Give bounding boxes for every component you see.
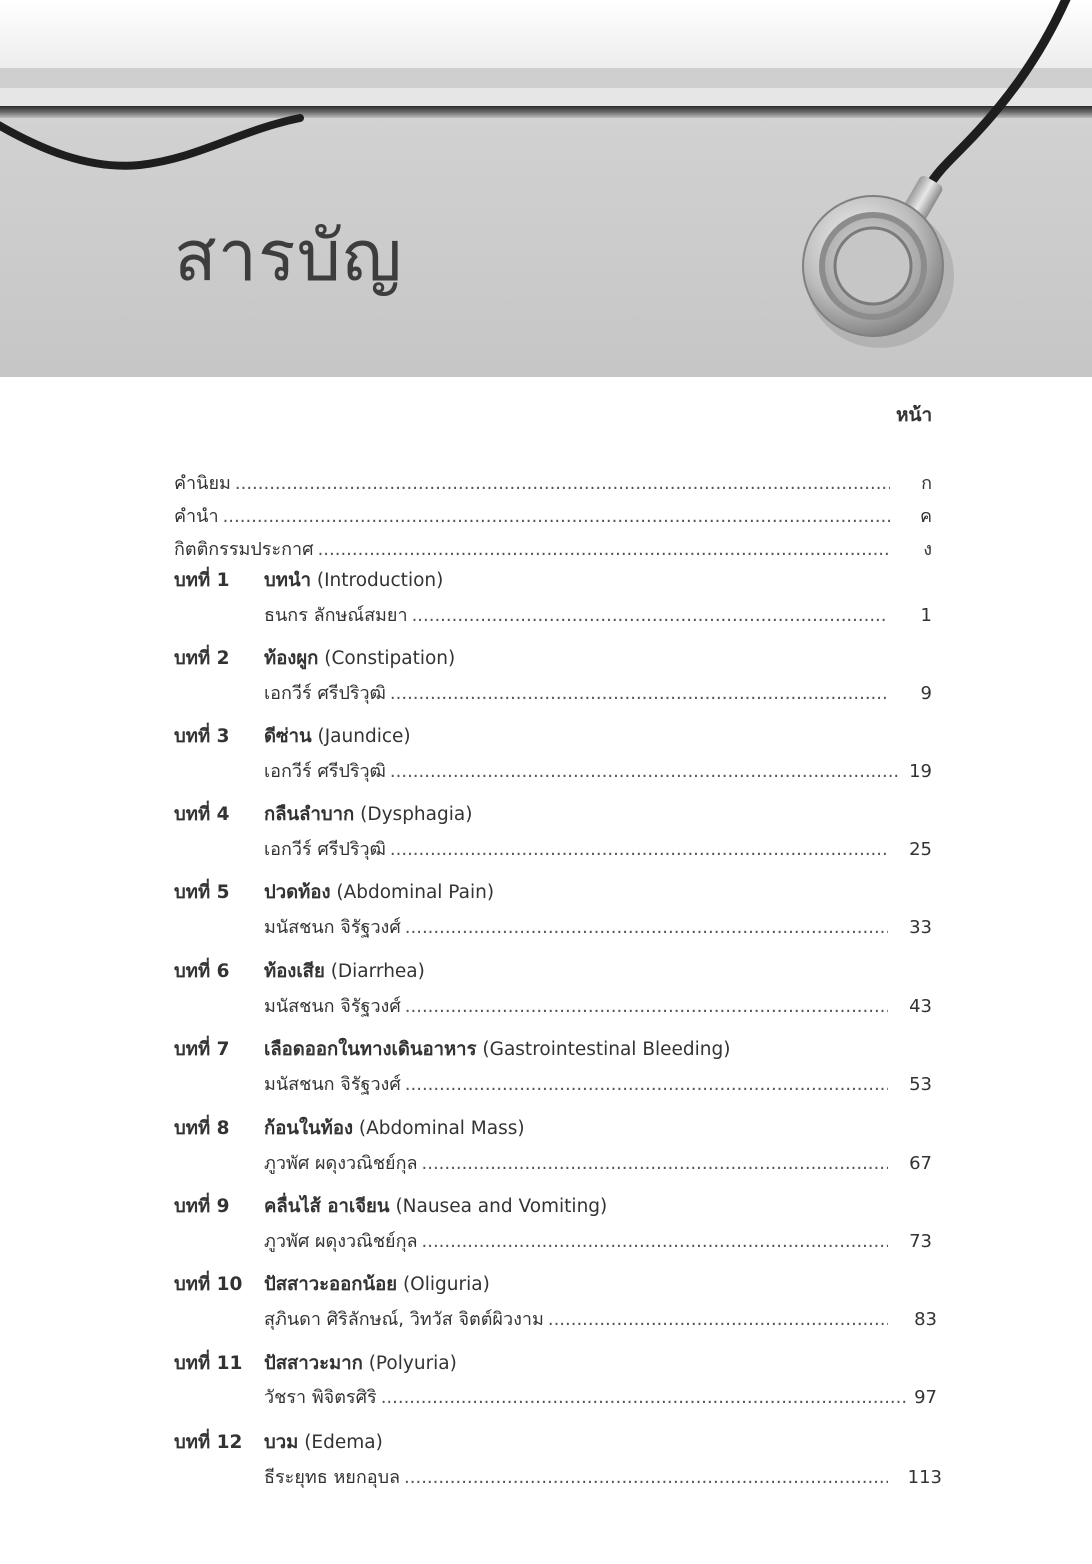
chapter-heading[interactable] (174, 644, 455, 673)
chapter-author-row[interactable] (264, 1069, 932, 1098)
chapter-number: บทที่ 12 (174, 1432, 243, 1453)
leader-dots (390, 761, 898, 782)
chapter-heading[interactable] (174, 566, 443, 595)
page-title: สารบัญ (174, 215, 403, 297)
chapter-author: มนัสชนก จิรัฐวงศ์ (264, 917, 401, 938)
chapter-page: 25 (909, 839, 932, 860)
chapter-number: บทที่ 2 (174, 648, 230, 669)
chapter-author: สุภินดา ศิริลักษณ์, วิทวัส จิตต์ผิวงาม (264, 1309, 544, 1330)
chapter-page: 43 (909, 996, 932, 1017)
chapter-author: เอกวีร์ ศรีปริวุฒิ (264, 761, 386, 782)
chapter-title-en: (Dysphagia) (360, 804, 473, 825)
chapter-heading[interactable] (174, 878, 494, 907)
chapter-author: ธีระยุทธ หยกอุบล (264, 1467, 401, 1488)
chapter-title-th: กลืนลำบาก (264, 804, 355, 825)
chapter-author-row[interactable] (264, 1226, 932, 1255)
chapter-number: บทที่ 10 (174, 1274, 243, 1295)
leader-dots (422, 1231, 888, 1252)
chapter-author: เอกวีร์ ศรีปริวุฒิ (264, 683, 386, 704)
toc-entry-label: กิตติกรรมประกาศ (174, 539, 314, 560)
chapter-author-row[interactable] (264, 991, 932, 1020)
chapter-heading[interactable] (174, 957, 425, 986)
chapter-title-en: (Edema) (304, 1432, 383, 1453)
leader-dots (318, 539, 890, 560)
leader-dots (390, 839, 888, 860)
chapter-title-en: (Oliguria) (402, 1274, 490, 1295)
chapter-title-th: ปัสสาวะออกน้อย (264, 1274, 398, 1295)
header-banner (0, 0, 1092, 377)
chapter-title-th: บทนำ (264, 570, 311, 591)
chapter-title-en: (Nausea and Vomiting) (395, 1196, 608, 1217)
chapter-heading[interactable] (174, 1428, 383, 1457)
chapter-author: ภูวพัศ ผดุงวณิชย์กุล (264, 1231, 418, 1252)
chapter-author: ธนกร ลักษณ์สมยา (264, 605, 408, 626)
chapter-heading[interactable] (174, 1114, 525, 1143)
stethoscope-illustration (0, 0, 1092, 377)
leader-dots (390, 683, 888, 704)
chapter-author-row[interactable] (264, 600, 932, 629)
chapter-title-en: (Jaundice) (317, 726, 411, 747)
chapter-number: บทที่ 6 (174, 961, 230, 982)
chapter-author: มนัสชนก จิรัฐวงศ์ (264, 1074, 401, 1095)
chapter-author-row[interactable] (264, 1462, 942, 1491)
chapter-title-en: (Abdominal Mass) (358, 1118, 525, 1139)
page-column-heading: หน้า (896, 404, 933, 426)
chapter-heading[interactable] (174, 1035, 731, 1064)
leader-dots (405, 996, 888, 1017)
leader-dots (412, 605, 888, 626)
chapter-title-th: ปัสสาวะมาก (264, 1353, 363, 1374)
chapter-page: 83 (914, 1309, 937, 1330)
chapter-page: 113 (907, 1467, 942, 1488)
chapter-page: 19 (909, 761, 932, 782)
chapter-title-en: (Introduction) (316, 570, 444, 591)
leader-dots (404, 1467, 888, 1488)
toc-entry-label: คำนำ (174, 506, 219, 527)
chapter-author: มนัสชนก จิรัฐวงศ์ (264, 996, 401, 1017)
leader-dots (223, 506, 890, 527)
chapter-author: เอกวีร์ ศรีปริวุฒิ (264, 839, 386, 860)
chapter-author-row[interactable] (264, 834, 932, 863)
leader-dots (381, 1387, 907, 1408)
chapter-heading[interactable] (174, 722, 411, 751)
chapter-number: บทที่ 8 (174, 1118, 230, 1139)
chapter-author-row[interactable] (264, 678, 932, 707)
leader-dots (405, 917, 888, 938)
chapter-page: 33 (909, 917, 932, 938)
toc-entry-preface[interactable] (174, 501, 932, 530)
chapter-author-row[interactable] (264, 1382, 937, 1411)
chapter-number: บทที่ 7 (174, 1039, 230, 1060)
chapter-number: บทที่ 4 (174, 804, 230, 825)
chapter-heading[interactable] (174, 1270, 490, 1299)
chapter-page: 53 (909, 1074, 932, 1095)
chapter-title-th: คลื่นไส้ อาเจียน (264, 1196, 390, 1217)
chapter-author: ภูวพัศ ผดุงวณิชย์กุล (264, 1153, 418, 1174)
chapter-author-row[interactable] (264, 1304, 937, 1333)
toc-entry-page: ก (921, 473, 932, 494)
chapter-author-row[interactable] (264, 756, 932, 785)
leader-dots (548, 1309, 888, 1330)
chapter-author: วัชรา พิจิตรศิริ (264, 1387, 377, 1408)
toc-entry-foreword[interactable] (174, 468, 932, 497)
chapter-heading[interactable] (174, 1192, 607, 1221)
chapter-page: 9 (920, 683, 932, 704)
toc-entry-label: คำนิยม (174, 473, 231, 494)
chapter-page: 97 (914, 1387, 937, 1408)
chapter-number: บทที่ 9 (174, 1196, 230, 1217)
chapter-title-en: (Polyuria) (368, 1353, 457, 1374)
chapter-number: บทที่ 11 (174, 1353, 243, 1374)
chapter-author-row[interactable] (264, 1148, 932, 1177)
chapter-title-en: (Diarrhea) (330, 961, 425, 982)
chapter-title-en: (Gastrointestinal Bleeding) (482, 1039, 731, 1060)
toc-entry-page: ค (919, 506, 932, 527)
chapter-title-th: ท้องเสีย (264, 961, 325, 982)
chapter-title-th: ดีซ่าน (264, 726, 312, 747)
toc-entry-acknowledgements[interactable] (174, 534, 932, 563)
chapter-title-th: ก้อนในท้อง (264, 1118, 353, 1139)
chapter-number: บทที่ 1 (174, 570, 230, 591)
chapter-title-en: (Abdominal Pain) (336, 882, 495, 903)
chapter-heading[interactable] (174, 1349, 457, 1378)
chapter-page: 67 (909, 1153, 932, 1174)
chapter-title-th: ปวดท้อง (264, 882, 331, 903)
leader-dots (235, 473, 890, 494)
leader-dots (405, 1074, 888, 1095)
chapter-number: บทที่ 5 (174, 882, 230, 903)
chapter-title-th: บวม (264, 1432, 299, 1453)
chapter-author-row[interactable] (264, 912, 932, 941)
chapter-page: 73 (909, 1231, 932, 1252)
chapter-page: 1 (920, 605, 932, 626)
chapter-title-en: (Constipation) (324, 648, 456, 669)
chapter-number: บทที่ 3 (174, 726, 230, 747)
chapter-heading[interactable] (174, 800, 472, 829)
leader-dots (422, 1153, 888, 1174)
chapter-title-th: ท้องผูก (264, 648, 319, 669)
chapter-title-th: เลือดออกในทางเดินอาหาร (264, 1039, 477, 1060)
toc-entry-page: ง (923, 539, 932, 560)
